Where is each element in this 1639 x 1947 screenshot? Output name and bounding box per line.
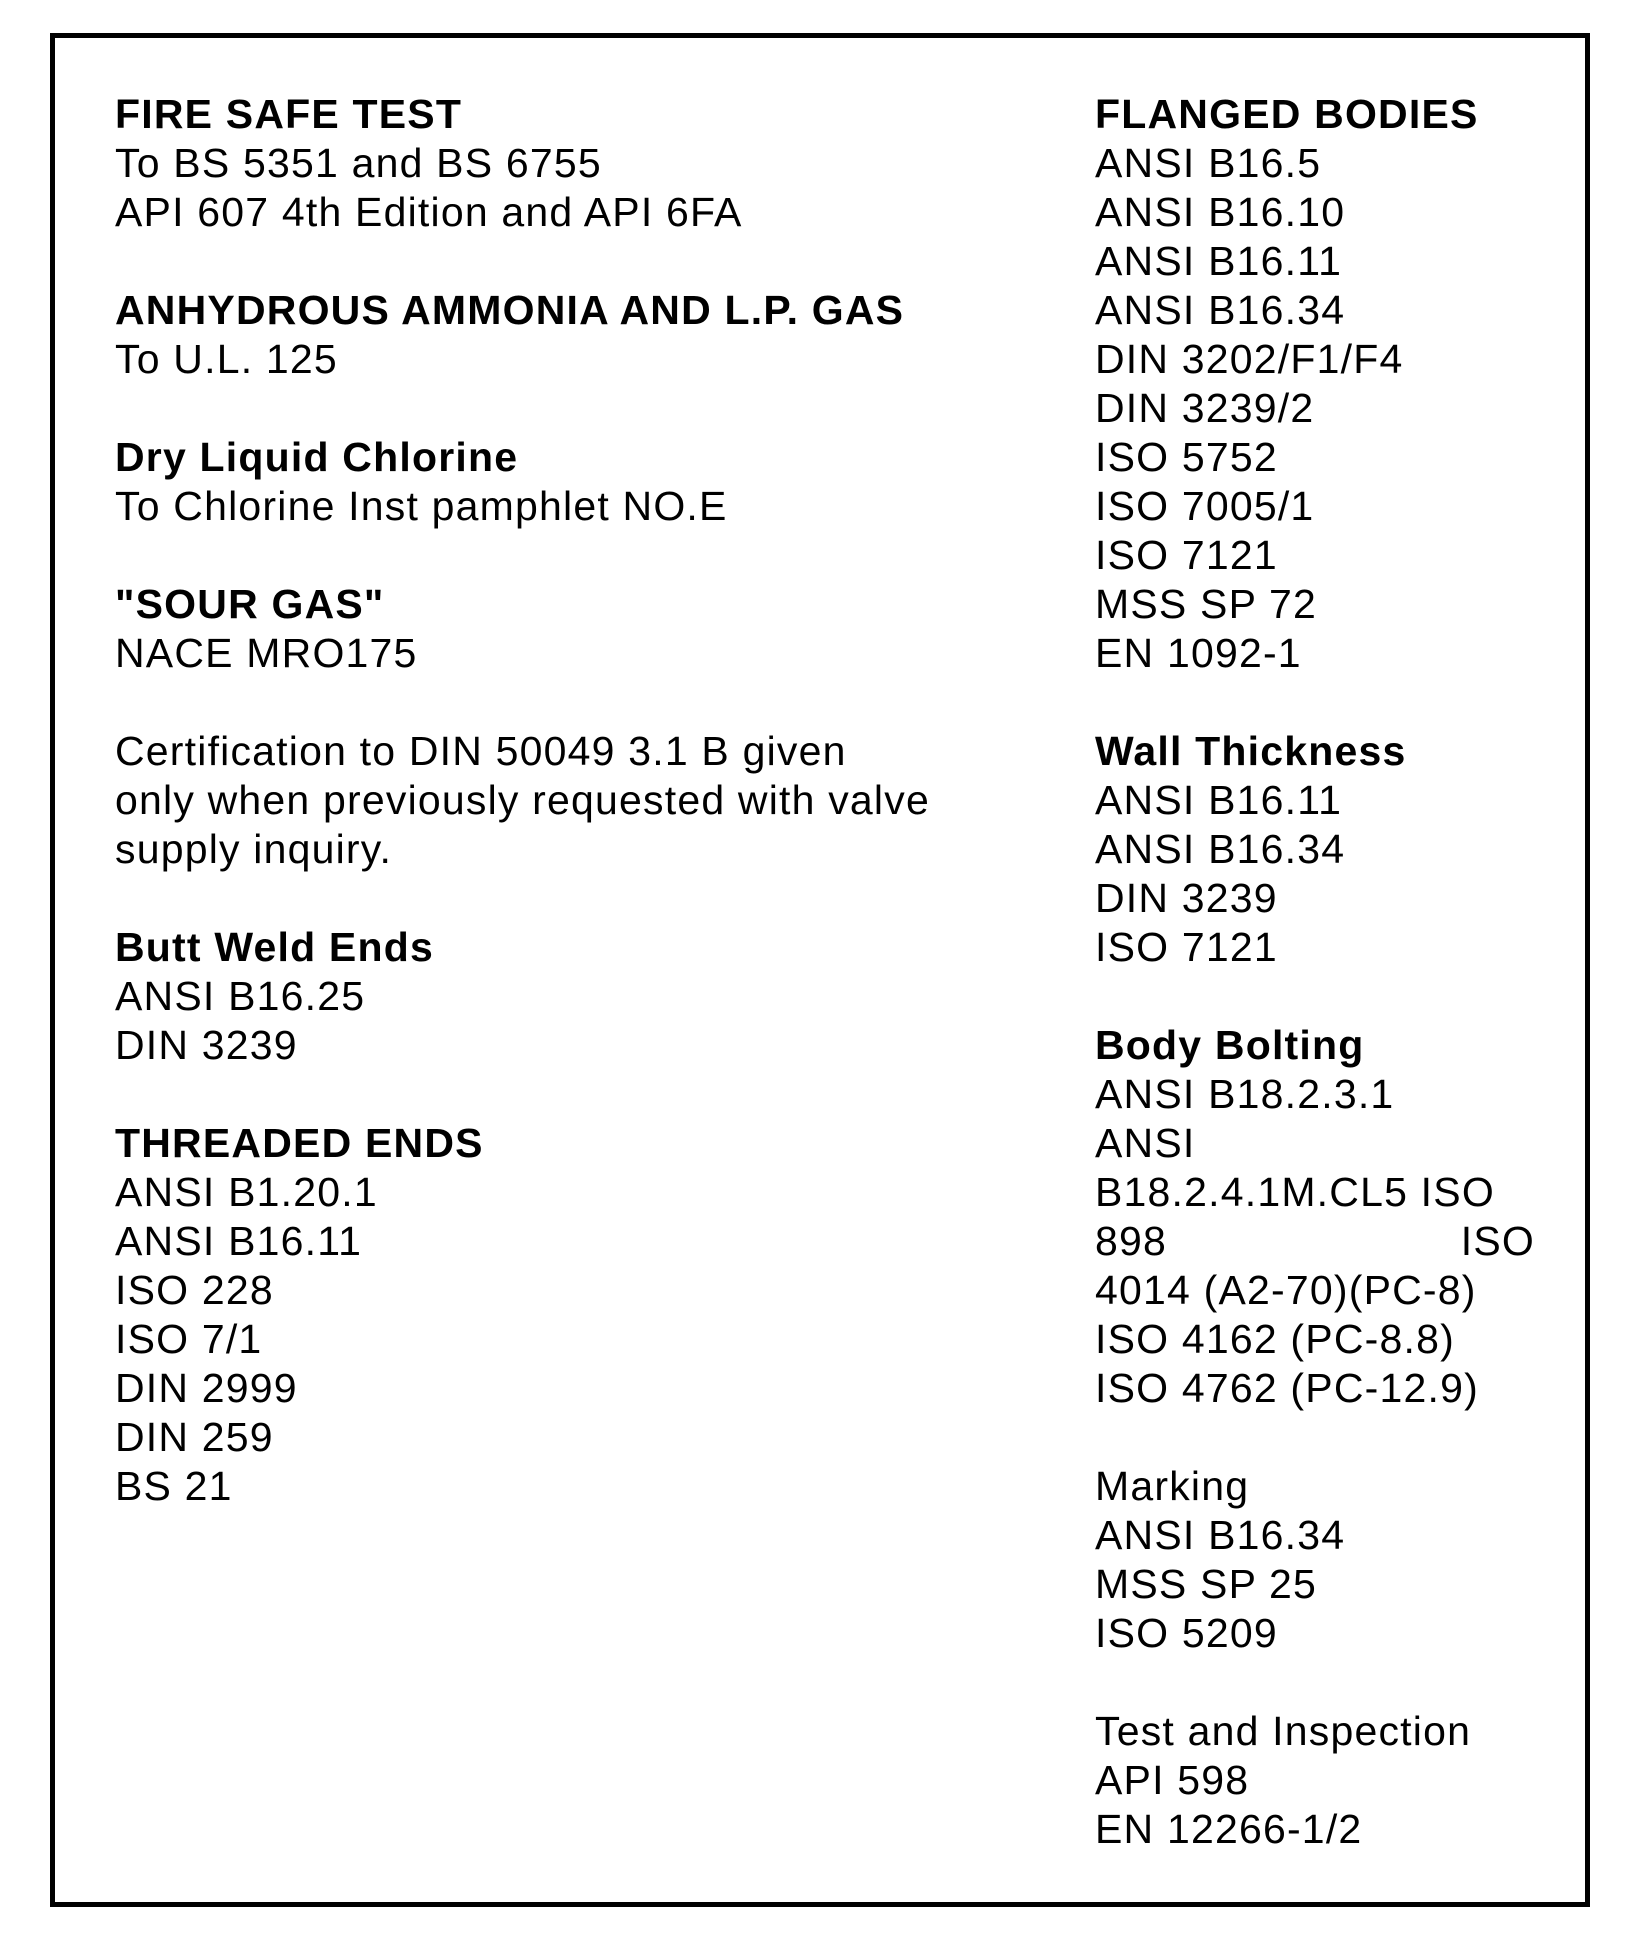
section-heading: Butt Weld Ends: [115, 924, 434, 970]
section-line: DIN 3239: [115, 1022, 298, 1068]
section-line: API 607 4th Edition and API 6FA: [115, 189, 743, 235]
section-line: NACE MRO175: [115, 630, 418, 676]
body-bolting-section: [1095, 1021, 1565, 1413]
section-line: ANSI B16.10: [1095, 189, 1346, 235]
section-line: ISO 4162 (PC-8.8): [1095, 1316, 1455, 1362]
section-line: DIN 3239: [1095, 875, 1278, 921]
section-line: MSS SP 72: [1095, 581, 1317, 627]
certification-section: [115, 727, 1075, 874]
flanged-bodies-section: [1095, 90, 1565, 678]
section-line: ANSI B16.34: [1095, 826, 1346, 872]
section-line: ANSI B16.34: [1095, 287, 1346, 333]
section-line: DIN 3239/2: [1095, 385, 1315, 431]
test-inspection-section: [1095, 1707, 1565, 1854]
section-line: ISO 5752: [1095, 434, 1278, 480]
right-column: [1095, 90, 1565, 1854]
section-line: ISO 7/1: [115, 1316, 263, 1362]
section-line-end: ISO: [1460, 1218, 1535, 1264]
section-heading: FLANGED BODIES: [1095, 91, 1479, 137]
section-heading: Wall Thickness: [1095, 728, 1407, 774]
section-line: To Chlorine Inst pamphlet NO.E: [115, 483, 728, 529]
section-line: [1095, 1217, 1535, 1266]
section-line: DIN 259: [115, 1414, 274, 1460]
section-heading: Test and Inspection: [1095, 1708, 1472, 1754]
left-column: [115, 90, 1075, 1511]
section-line: ANSI B1.20.1: [115, 1169, 378, 1215]
section-heading: "SOUR GAS": [115, 581, 385, 627]
ammonia-section: [115, 286, 1075, 384]
section-line: BS 21: [115, 1463, 233, 1509]
chlorine-section: [115, 433, 1075, 531]
section-heading: Marking: [1095, 1463, 1250, 1509]
section-line: supply inquiry.: [115, 826, 393, 872]
section-line: ISO 4762 (PC-12.9): [1095, 1365, 1479, 1411]
section-line: ISO 5209: [1095, 1610, 1278, 1656]
wall-thickness-section: [1095, 727, 1565, 972]
section-line: Certification to DIN 50049 3.1 B given: [115, 728, 847, 774]
section-heading: FIRE SAFE TEST: [115, 91, 463, 137]
section-heading: Body Bolting: [1095, 1022, 1365, 1068]
section-line: DIN 2999: [115, 1365, 298, 1411]
section-line: EN 1092-1: [1095, 630, 1302, 676]
sour-gas-section: [115, 580, 1075, 678]
section-line: MSS SP 25: [1095, 1561, 1317, 1607]
section-line: ANSI B16.11: [115, 1218, 363, 1264]
section-line: ANSI B18.2.3.1: [1095, 1071, 1395, 1117]
section-line: To U.L. 125: [115, 336, 338, 382]
section-line: ANSI B16.25: [115, 973, 366, 1019]
butt-weld-section: [115, 923, 1075, 1070]
threaded-ends-section: [115, 1119, 1075, 1511]
section-line: API 598: [1095, 1757, 1250, 1803]
section-line: DIN 3202/F1/F4: [1095, 336, 1404, 382]
section-line: ISO 7005/1: [1095, 483, 1315, 529]
fire-safe-section: [115, 90, 1075, 237]
section-line-start: 898: [1095, 1218, 1168, 1264]
section-line: ANSI B16.11: [1095, 777, 1343, 823]
section-line: To BS 5351 and BS 6755: [115, 140, 602, 186]
section-heading: THREADED ENDS: [115, 1120, 484, 1166]
section-line: ANSI B16.5: [1095, 140, 1322, 186]
section-line: ANSI: [1095, 1120, 1196, 1166]
section-heading: Dry Liquid Chlorine: [115, 434, 519, 480]
section-line: 4014 (A2-70)(PC-8): [1095, 1267, 1477, 1313]
section-line: ANSI B16.34: [1095, 1512, 1346, 1558]
section-heading: ANHYDROUS AMMONIA AND L.P. GAS: [115, 287, 905, 333]
section-line: EN 12266-1/2: [1095, 1806, 1363, 1852]
section-line: ANSI B16.11: [1095, 238, 1343, 284]
marking-section: [1095, 1462, 1565, 1658]
section-line: ISO 228: [115, 1267, 274, 1313]
section-line: ISO 7121: [1095, 532, 1278, 578]
section-line: B18.2.4.1M.CL5 ISO: [1095, 1169, 1495, 1215]
section-line: only when previously requested with valve: [115, 777, 930, 823]
section-line: ISO 7121: [1095, 924, 1278, 970]
